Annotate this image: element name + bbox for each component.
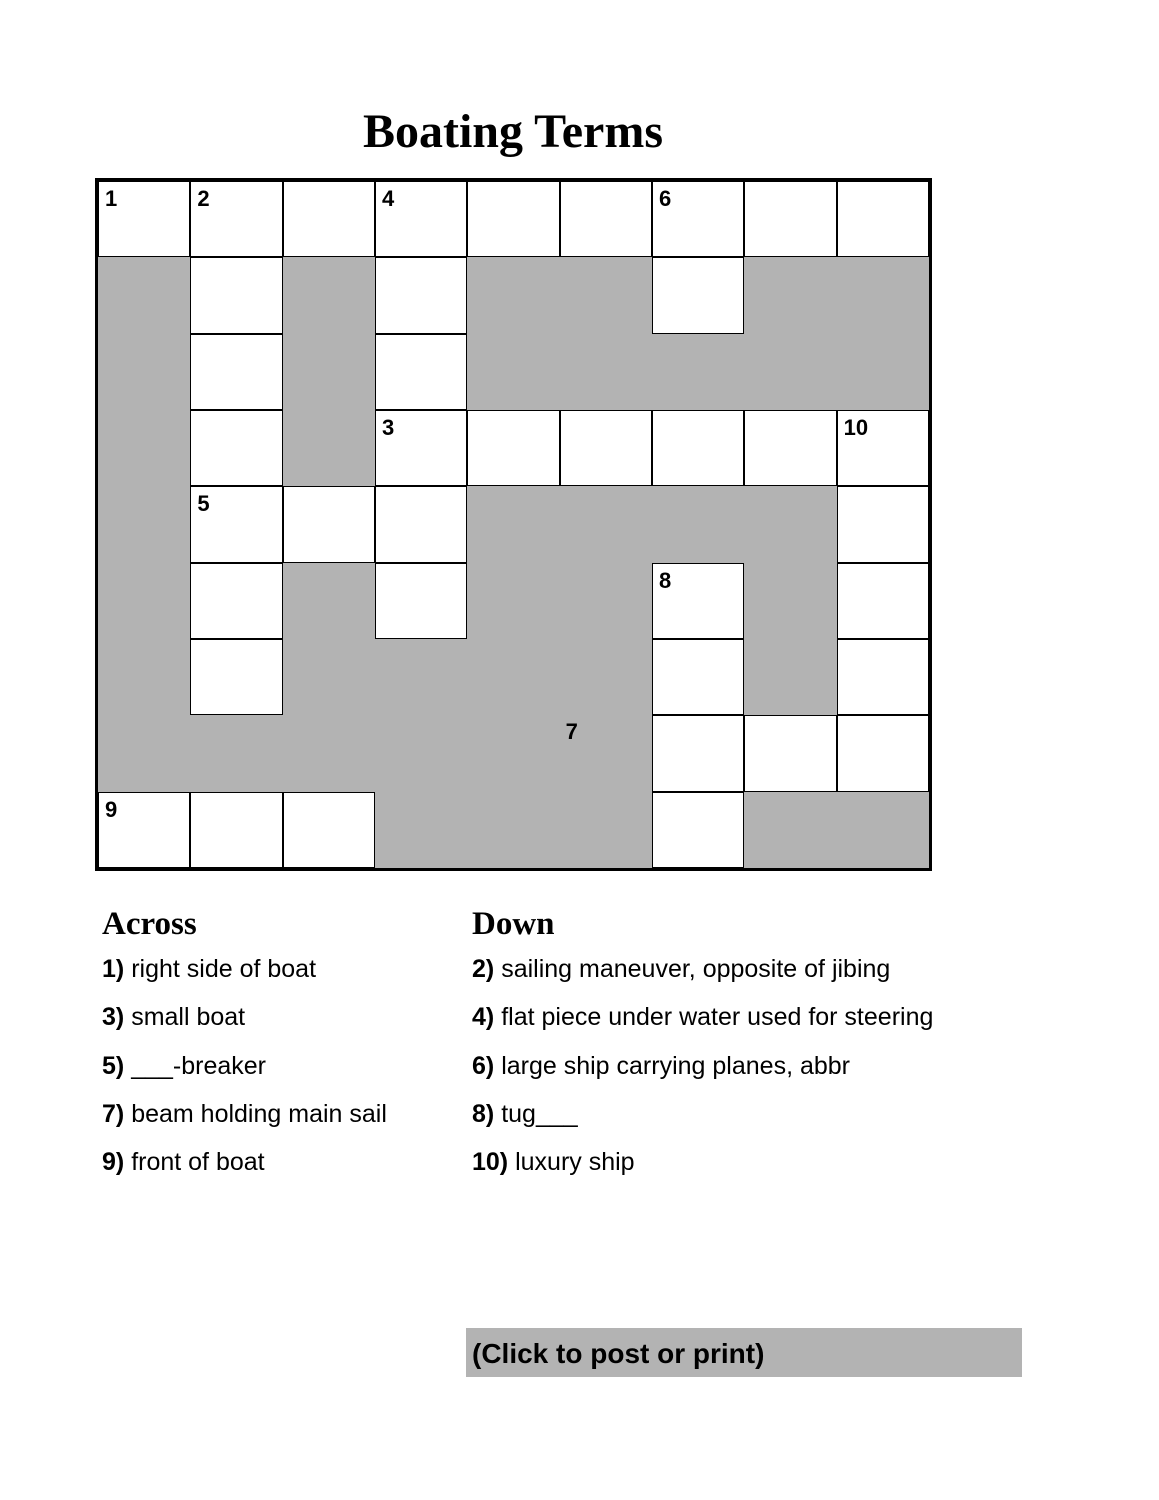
- grid-cell-blocked: [467, 715, 559, 791]
- grid-cell[interactable]: [837, 639, 929, 715]
- grid-cell-blocked: [837, 334, 929, 410]
- grid-cell-blocked: [375, 639, 467, 715]
- grid-cell[interactable]: [744, 181, 836, 257]
- across-heading: Across: [102, 906, 197, 942]
- cell-number: 6: [659, 186, 672, 211]
- grid-cell[interactable]: [283, 181, 375, 257]
- clue-item: [102, 1052, 387, 1100]
- grid-cell-blocked: [744, 563, 836, 639]
- grid-cell-blocked: [98, 486, 190, 562]
- grid-cell-blocked: [467, 563, 559, 639]
- clue-text: tug___: [501, 1099, 578, 1128]
- grid-cell-blocked: [560, 334, 652, 410]
- grid-cell[interactable]: [98, 792, 190, 868]
- grid-cell[interactable]: [652, 181, 744, 257]
- grid-cell-blocked: [283, 410, 375, 486]
- cell-number: 8: [659, 567, 672, 593]
- clue-number: 4): [472, 1003, 495, 1032]
- grid-cell[interactable]: [744, 410, 836, 486]
- cell-number: 7: [565, 719, 578, 745]
- grid-cell-blocked: [283, 639, 375, 715]
- grid-cell-blocked: [467, 486, 559, 562]
- grid-cell[interactable]: [375, 563, 467, 639]
- grid-cell-blocked: [837, 257, 929, 333]
- clue-number: 2): [472, 955, 495, 983]
- grid-cell[interactable]: [375, 181, 467, 257]
- grid-cell-blocked: [744, 334, 836, 410]
- grid-cell[interactable]: [98, 181, 190, 257]
- clue-number: 5): [102, 1051, 125, 1080]
- grid-cell[interactable]: [837, 486, 929, 562]
- grid-cell[interactable]: [652, 715, 744, 791]
- grid-cell-blocked: [283, 715, 375, 791]
- grid-cell-blocked: [560, 486, 652, 562]
- grid-cell-blocked: [375, 792, 467, 868]
- clue-item: [102, 1003, 387, 1051]
- grid-cell-blocked: [283, 334, 375, 410]
- post-or-print-button[interactable]: (Click to post or print): [466, 1328, 1022, 1377]
- grid-cell[interactable]: [190, 486, 282, 562]
- grid-cell[interactable]: [375, 334, 467, 410]
- grid-cell[interactable]: [652, 792, 744, 868]
- grid-cell-blocked: [98, 715, 190, 791]
- grid-cell-blocked: [652, 486, 744, 562]
- clue-text: sailing maneuver, opposite of jibing: [501, 955, 891, 983]
- grid-cell[interactable]: [837, 715, 929, 791]
- cell-number: 2: [197, 186, 210, 211]
- clue-item: [472, 955, 933, 1003]
- grid-cell[interactable]: [467, 410, 559, 486]
- grid-cell[interactable]: [375, 486, 467, 562]
- clue-text: large ship carrying planes, abbr: [501, 1051, 850, 1080]
- grid-cell[interactable]: [837, 563, 929, 639]
- cell-number: 9: [105, 796, 118, 822]
- grid-cell-blocked: [283, 563, 375, 639]
- clue-number: 10): [472, 1148, 509, 1177]
- grid-cell[interactable]: [283, 486, 375, 562]
- cell-number: 3: [382, 415, 395, 440]
- grid-cell[interactable]: [190, 181, 282, 257]
- clue-number: 6): [472, 1051, 495, 1080]
- grid-cell-blocked: [467, 792, 559, 868]
- grid-cell-blocked: [190, 715, 282, 791]
- cell-number: 10: [843, 415, 869, 440]
- grid-cell[interactable]: [375, 410, 467, 486]
- crossword-grid: [95, 178, 932, 871]
- grid-cell-blocked: [98, 639, 190, 715]
- grid-cell[interactable]: [652, 257, 744, 333]
- grid-cell[interactable]: [190, 334, 282, 410]
- grid-cell-blocked: [560, 715, 652, 791]
- clue-number: 1): [102, 955, 125, 983]
- across-clues: [102, 903, 387, 1196]
- grid-cell[interactable]: [190, 639, 282, 715]
- grid-cell-blocked: [560, 639, 652, 715]
- grid-cell[interactable]: [190, 257, 282, 333]
- grid-cell-blocked: [652, 334, 744, 410]
- grid-cell[interactable]: [560, 410, 652, 486]
- grid-cell[interactable]: [652, 639, 744, 715]
- clue-item: [472, 1148, 933, 1196]
- grid-cell[interactable]: [375, 257, 467, 333]
- clue-item: [472, 1052, 933, 1100]
- clue-number: 7): [102, 1099, 125, 1128]
- grid-cell-blocked: [560, 563, 652, 639]
- page-title: Boating Terms: [362, 105, 664, 158]
- clue-item: [102, 1148, 387, 1196]
- grid-cell-blocked: [467, 257, 559, 333]
- grid-cell-blocked: [744, 257, 836, 333]
- grid-cell[interactable]: [652, 410, 744, 486]
- clue-text: beam holding main sail: [131, 1099, 387, 1128]
- grid-cell[interactable]: [467, 181, 559, 257]
- grid-cell[interactable]: [744, 715, 836, 791]
- grid-cell-blocked: [560, 257, 652, 333]
- clue-item: [102, 955, 387, 1003]
- grid-cell-blocked: [98, 563, 190, 639]
- grid-cell-blocked: [744, 639, 836, 715]
- grid-cell-blocked: [467, 639, 559, 715]
- clue-text: small boat: [131, 1003, 246, 1032]
- clue-number: 3): [102, 1003, 125, 1032]
- down-heading: Down: [472, 906, 555, 942]
- grid-cell-blocked: [98, 257, 190, 333]
- grid-cell[interactable]: [190, 792, 282, 868]
- grid-cell-blocked: [837, 792, 929, 868]
- clue-text: luxury ship: [515, 1148, 635, 1177]
- grid-cell-blocked: [98, 334, 190, 410]
- grid-cell-blocked: [283, 257, 375, 333]
- clue-item: [472, 1100, 933, 1148]
- clue-item: [472, 1003, 933, 1051]
- grid-cell-blocked: [744, 486, 836, 562]
- down-clues: [472, 903, 933, 1196]
- grid-cell[interactable]: [652, 563, 744, 639]
- clue-number: 8): [472, 1099, 495, 1128]
- cell-number: 5: [197, 491, 210, 517]
- clue-number: 9): [102, 1148, 125, 1177]
- clue-text: right side of boat: [131, 955, 317, 983]
- clue-text: flat piece under water used for steering: [501, 1003, 934, 1032]
- grid-cell-blocked: [744, 792, 836, 868]
- cell-number: 1: [105, 186, 118, 211]
- grid-cell[interactable]: [837, 181, 929, 257]
- grid-cell-blocked: [98, 410, 190, 486]
- grid-cell[interactable]: [190, 563, 282, 639]
- grid-cell-blocked: [467, 334, 559, 410]
- grid-cell-blocked: [560, 792, 652, 868]
- clue-text: ___-breaker: [131, 1051, 266, 1080]
- cell-number: 4: [382, 186, 395, 211]
- grid-cell[interactable]: [560, 181, 652, 257]
- grid-cell[interactable]: [837, 410, 929, 486]
- grid-cell[interactable]: [283, 792, 375, 868]
- clue-item: [102, 1100, 387, 1148]
- grid-cell[interactable]: [190, 410, 282, 486]
- clue-text: front of boat: [131, 1148, 265, 1177]
- grid-cell-blocked: [375, 715, 467, 791]
